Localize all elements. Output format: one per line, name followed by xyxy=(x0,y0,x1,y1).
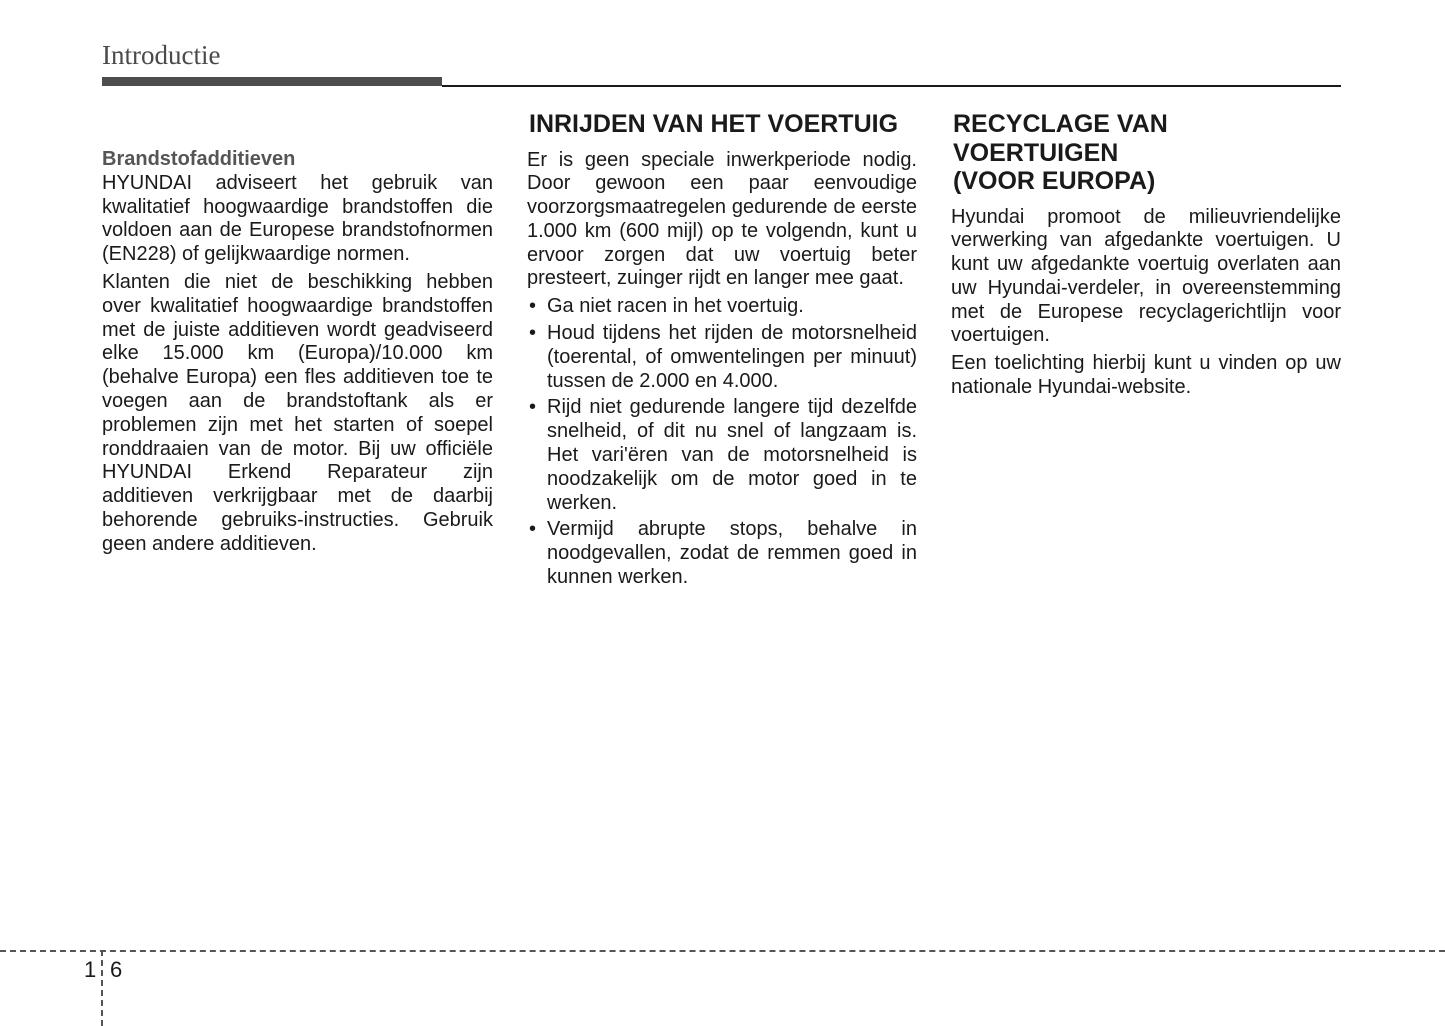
heading-line: VOERTUIGEN xyxy=(953,138,1119,167)
paragraph: Een toelichting hierbij kunt u vinden op uw nationale Hyundai-website. xyxy=(951,352,1341,399)
header-bar xyxy=(102,77,442,86)
column-breaking-in xyxy=(527,110,917,593)
list-item xyxy=(527,396,917,515)
header-rule xyxy=(442,85,1341,87)
section-heading xyxy=(953,110,1341,196)
footer-page-divider xyxy=(101,950,103,1026)
list-item xyxy=(527,322,917,393)
paragraph: HYUNDAI adviseert het gebruik van kwalitatief hoogwaardige brandstoffen die voldoen aan de Europese brandstofnormen (EN228) of gelijkwaardige normen. xyxy=(102,171,493,266)
paragraph: Hyundai promoot de milieuvriendelijke verwerking van afgedankte voertuigen. U kunt uw afgedankte voertuig overlaten aan uw Hyundai-verdeler, in overeenstemming met de Europese recyclagerichtlijn voor voertuigen. xyxy=(951,205,1341,347)
section-subheading: Brandstofadditieven xyxy=(102,148,296,170)
column-fuel-additives xyxy=(102,148,493,561)
list-item xyxy=(527,295,917,319)
bullet-icon: • xyxy=(529,295,537,318)
paragraph: Klanten die niet de beschikking hebben over kwalitatief hoogwaardige brandstoffen met de juiste additieven wordt geadviseerd elke 15.000 km (Europa)/10.000 km (behalve Europa) een fles additieven toe te voegen aan de brandstoftank als er problemen zijn met het starten of soepel ronddraaien van de motor. Bij uw officiële HYUNDAI Erkend Reparateur zijn additieven verkrijgbaar met de daarbij behorende gebruiks-instructies. Gebruik geen andere additieven. xyxy=(102,270,493,555)
list-item-text: Vermijd abrupte stops, behalve in noodgevallen, zodat de remmen goed in kunnen werken. xyxy=(547,518,917,589)
page-title: Introductie xyxy=(102,40,221,70)
footer-divider xyxy=(0,950,1445,952)
paragraph: Er is geen speciale inwerkperiode nodig. Door gewoon een paar eenvoudige voorzorgsmaatregelen gedurende de eerste 1.000 km (600 mijl) op te volgendn, kunt u ervoor zorgen dat uw voertuig beter presteert, zuinger rijdt en langer mee gaat. xyxy=(527,148,917,290)
heading-line: (VOOR EUROPA) xyxy=(953,167,1156,195)
bullet-icon: • xyxy=(529,322,537,345)
bullet-list xyxy=(527,295,917,590)
list-item xyxy=(527,518,917,589)
list-item-text: Houd tijdens het rijden de motorsnelheid (toerental, of omwentelingen per minuut) tussen de 2.000 en 4.000. xyxy=(547,322,917,392)
section-heading: INRIJDEN VAN HET VOERTUIG xyxy=(529,110,899,138)
heading-line: RECYCLAGE VAN xyxy=(953,110,1168,138)
bullet-icon: • xyxy=(529,396,537,419)
chapter-number: 1 xyxy=(84,957,97,982)
page-number: 6 xyxy=(110,957,123,982)
column-recycling xyxy=(951,110,1341,404)
bullet-icon: • xyxy=(529,518,537,541)
list-item-text: Ga niet racen in het voertuig. xyxy=(547,295,804,318)
list-item-text: Rijd niet gedurende langere tijd dezelfde snelheid, of dit nu snel of langzaam is. Het vari'ëren van de motorsnelheid is noodzakelijk om de motor goed in te werken. xyxy=(547,396,917,514)
